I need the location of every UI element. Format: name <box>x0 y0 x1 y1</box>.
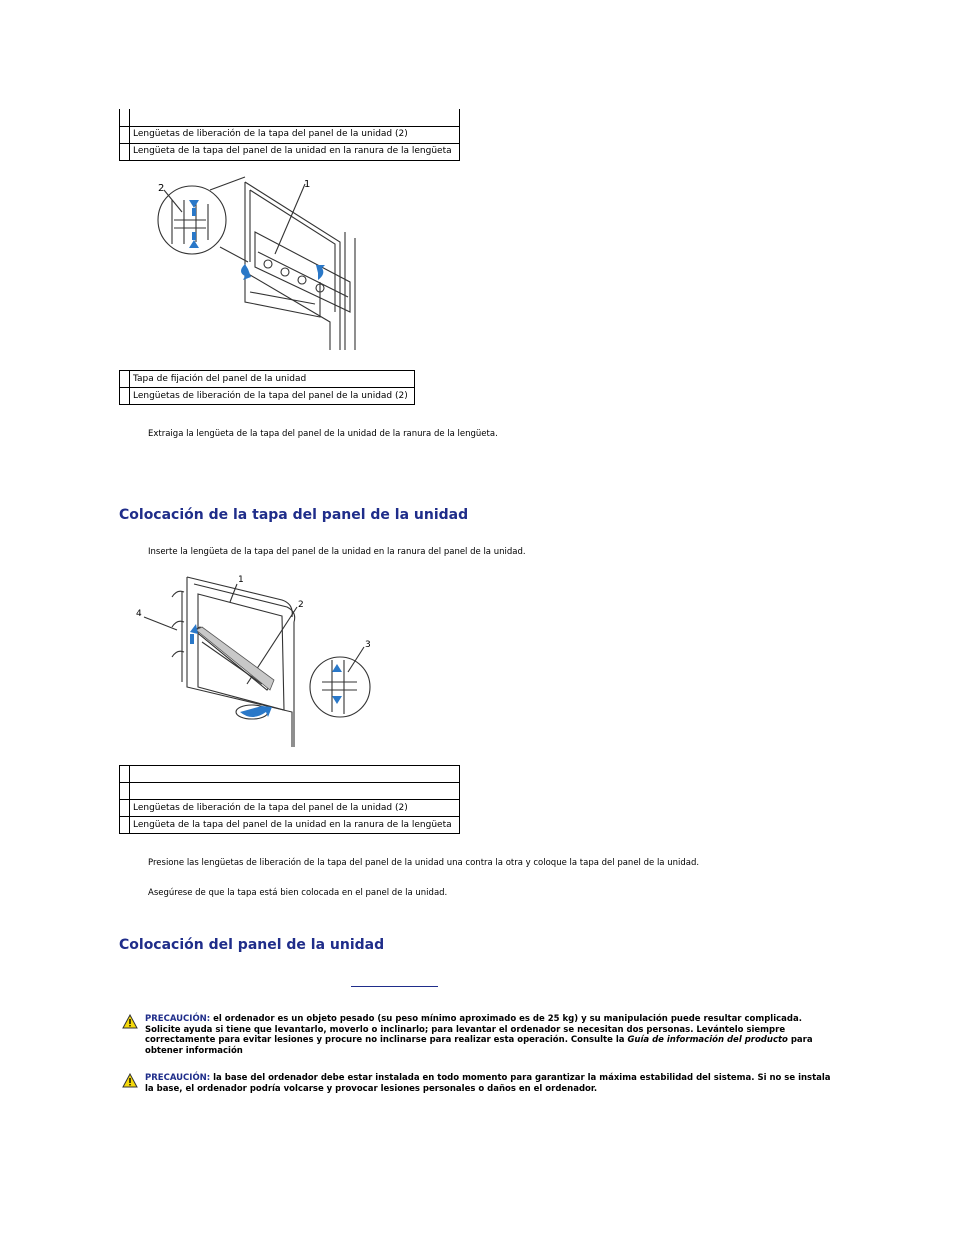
guide-reference: Guía de información del producto <box>627 1035 788 1045</box>
section-title-install-cover: Colocación de la tapa del panel de la unidad <box>119 507 469 523</box>
warning-triangle-icon <box>122 1073 138 1088</box>
caution-heavy-computer <box>122 1014 837 1056</box>
warning-triangle-icon <box>122 1014 138 1029</box>
link-underline[interactable] <box>351 986 438 987</box>
step-ensure-seated: Asegúrese de que la tapa está bien colocada en el panel de la unidad. <box>148 888 448 898</box>
table-row: Lengüeta de la tapa del panel de la unidad en la ranura de la lengüeta <box>120 817 460 834</box>
callout-2: 2 <box>298 600 304 610</box>
section-title-install-panel: Colocación del panel de la unidad <box>119 937 385 953</box>
caution-label: PRECAUCIÓN: <box>145 1073 211 1083</box>
legend-table-3 <box>119 765 460 834</box>
table-row: Lengüetas de liberación de la tapa del panel de la unidad (2) <box>120 388 415 405</box>
caution-label: PRECAUCIÓN: <box>145 1014 211 1024</box>
legend-table-2 <box>119 370 415 405</box>
callout-1: 1 <box>304 179 311 190</box>
table-row: Lengüeta de la tapa del panel de la unidad en la ranura de la lengüeta <box>120 143 460 160</box>
step-insert-tab: Inserte la lengüeta de la tapa del panel de la unidad en la ranura del panel de la unidad. <box>148 547 526 557</box>
legend-table-1 <box>119 109 460 161</box>
table-row: Tapa de fijación del panel de la unidad <box>120 371 415 388</box>
caution-base-stability <box>122 1073 837 1097</box>
callout-4: 4 <box>136 609 142 619</box>
callout-2: 2 <box>158 183 165 194</box>
caution-text-end: para obtener información <box>145 1035 813 1056</box>
callout-1: 1 <box>238 575 244 585</box>
step-remove-tab: Extraiga la lengüeta de la tapa del panel de la unidad de la ranura de la lengüeta. <box>148 429 498 439</box>
step-press-tabs: Presione las lengüetas de liberación de la tapa del panel de la unidad una contra la otra y coloque la tapa del panel de la unidad. <box>148 858 700 868</box>
caution-text: el ordenador es un objeto pesado (su peso mínimo aproximado es de 25 kg) y su manipulación puede resultar complicada. Solicite ayuda si tiene que levantarlo, moverlo o inclinarlo; para levantar el ordenador se necesitan dos personas. Levántelo siempre correctamente para evitar lesiones y procure no inclinarse para realizar esta operación. Consulte la <box>145 1014 802 1045</box>
figure-insert-cover <box>132 572 382 750</box>
figure-release-tabs <box>150 172 365 354</box>
table-row <box>120 109 460 126</box>
caution-text: la base del ordenador debe estar instalada en todo momento para garantizar la máxima estabilidad del sistema. Si no se instala la base, el ordenador podría volcarse y provocar lesiones personales o daños en el ordenador. <box>145 1073 831 1094</box>
table-row: Lengüetas de liberación de la tapa del panel de la unidad (2) <box>120 126 460 143</box>
table-row: Lengüetas de liberación de la tapa del panel de la unidad (2) <box>120 800 460 817</box>
table-row <box>120 766 460 783</box>
callout-3: 3 <box>365 640 371 650</box>
table-row <box>120 783 460 800</box>
